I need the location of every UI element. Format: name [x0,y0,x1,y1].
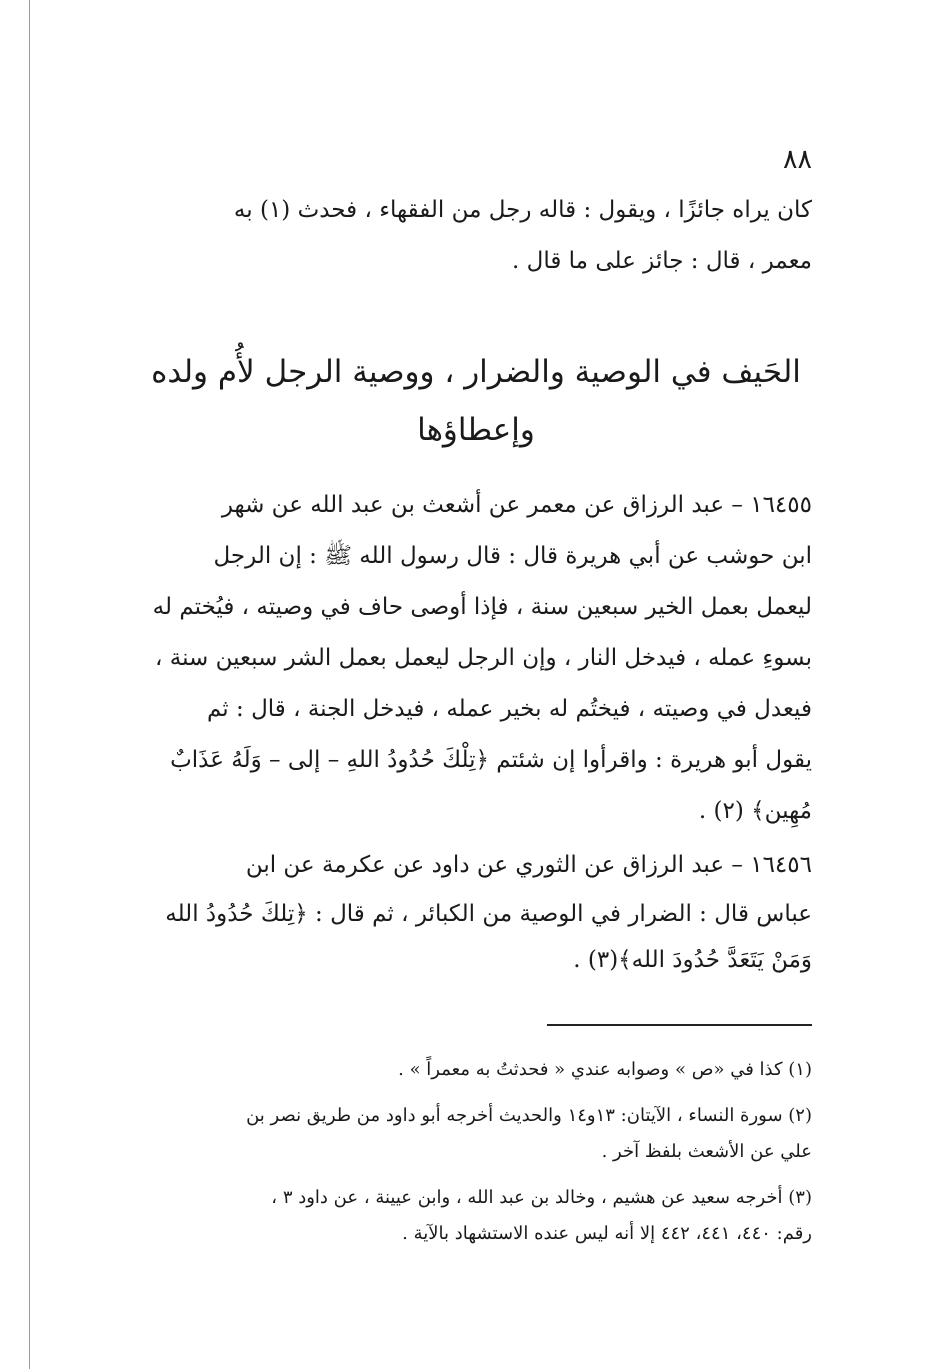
page-number: ٨٨ [782,144,812,175]
footnote-gap [140,1170,812,1180]
footnote-2-line: (٢) سورة النساء ، الآيتان: ١٣و١٤ والحديث أخرجه أبو داود من طريق نصر بن [246,1105,812,1126]
footnote-3-line: رقم: ٤٤٠، ٤٤١، ٤٤٢ إلا أنه ليس عنده الاستشهاد بالآية . [402,1223,812,1244]
book-page [140,0,812,1369]
hadith-16455 [140,480,812,837]
footnote-rule [547,1024,812,1026]
heading-line: الحَيف في الوصية والضرار ، ووصية الرجل لأُم ولده [151,354,801,390]
hadith-line: ابن حوشب عن أبي هريرة قال : قال رسول الله ﷺ : إن الرجل [213,543,812,569]
intro-paragraph [140,185,812,287]
footnote-3-line: (٣) أخرجه سعيد عن هشيم ، وخالد بن عبد الله ، وابن عيينة ، عن داود ٣ ، [271,1187,812,1208]
hadith-16456 [140,840,812,983]
hadith-line: ١٦٤٥٦ – عبد الرزاق عن الثوري عن داود عن عكرمة عن ابن [245,852,812,878]
hadith-line: وَمَنْ يَتَعَدَّ حُدُودَ الله﴾(٣) . [573,947,812,973]
footnote-1-line: (١) كذا في «ص » وصوابه عندي « فحدثتُ به معمراً » . [398,1059,812,1080]
section-heading [140,343,812,459]
heading-line: وإعطاؤها [417,412,535,448]
hadith-line: ليعمل بعمل الخير سبعين سنة ، فإذا أوصى حاف في وصيته ، فيُختم له [152,594,812,620]
footnote-2-line: علي عن الأشعث بلفظ آخر . [601,1141,812,1162]
footnotes [140,1052,812,1252]
hadith-line: عباس قال : الضرار في الوصية من الكبائر ، ثم قال : ﴿تِلكَ حُدُودُ الله [165,901,812,927]
footnote-gap [140,1088,812,1098]
gutter-line [29,0,30,1369]
hadith-line: يقول أبو هريرة : واقرأوا إن شئتم ﴿تِلْكَ حُدُودُ اللهِ – إلى – وَلَهُ عَذَابٌ [170,747,812,773]
hadith-line: ١٦٤٥٥ – عبد الرزاق عن معمر عن أشعث بن عبد الله عن شهر [221,492,812,518]
hadith-line: فيعدل في وصيته ، فيختُم له بخير عمله ، فيدخل الجنة ، قال : ثم [207,696,812,722]
intro-line: كان يراه جائزًا ، ويقول : قاله رجل من الفقهاء ، فحدث (١) به [233,197,812,223]
hadith-line: مُهِين﴾ (٢) . [698,798,812,824]
hadith-line: بسوءِ عمله ، فيدخل النار ، وإن الرجل ليعمل بعمل الشر سبعين سنة ، [155,645,812,671]
intro-line: معمر ، قال : جائز على ما قال . [512,248,812,274]
